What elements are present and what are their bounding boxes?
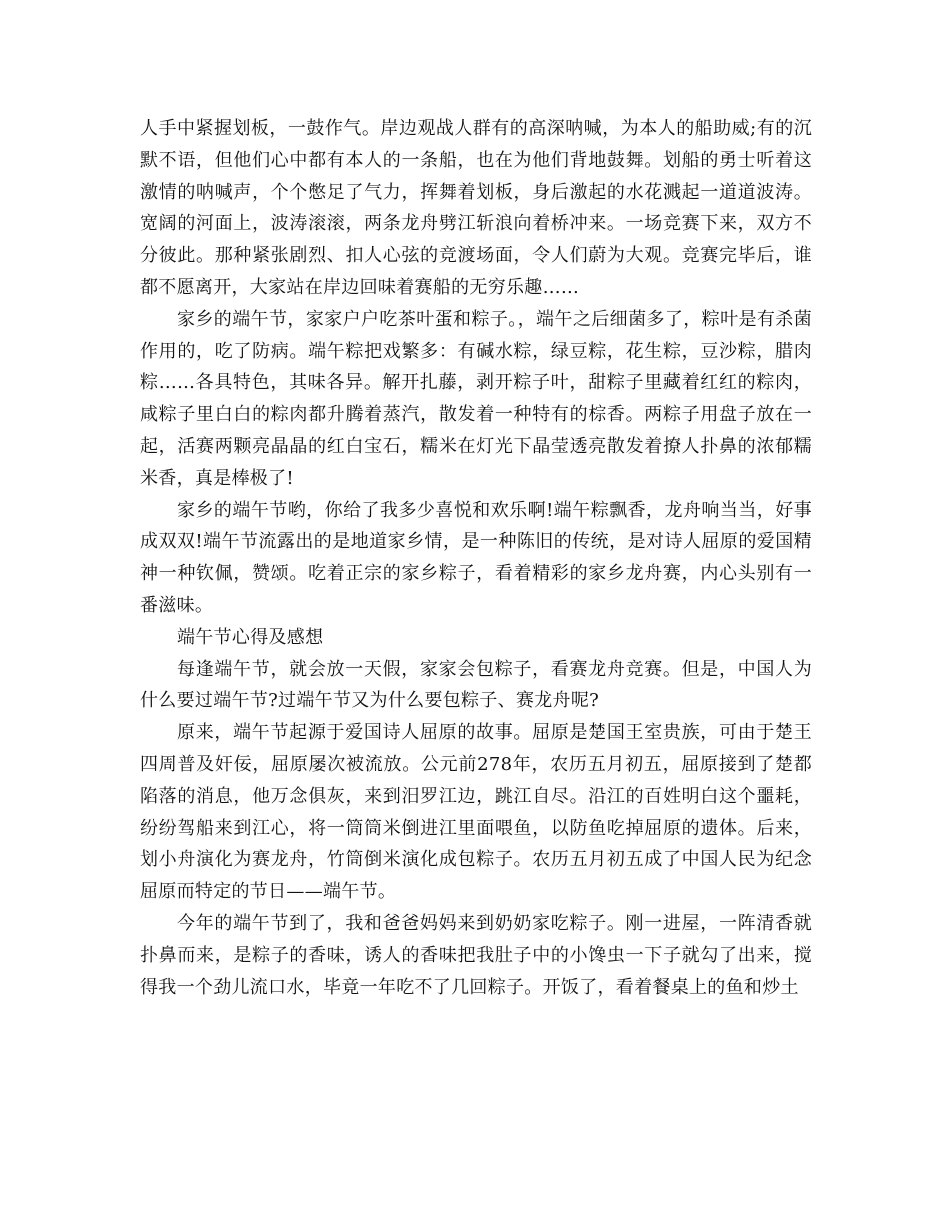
paragraph-hometown: 家乡的端午节哟，你给了我多少喜悦和欢乐啊!端午粽飘香，龙舟响当当，好事成双双!端午节流露出的是地道家乡情，是一种陈旧的传统，是对诗人屈原的爱国精神一种钦佩，赞颂。吃着正宗的家乡粽子，看着精彩的家乡龙舟赛，内心头别有一番滋味。 <box>140 499 812 616</box>
paragraph-zongzi: 家乡的端午节，家家户户吃茶叶蛋和粽子。，端午之后细菌多了，粽叶是有杀菌作用的，吃了防病。端午粽把戏繁多：有碱水粽，绿豆粽，花生粽，豆沙粽，腊肉粽……各具特色，其味各异。解开扎藤，剥开粽子叶，甜粽子里藏着红红的粽肉，咸粽子里白白的粽肉都升腾着蒸汽，散发着一种特有的棕香。两粽子用盘子放在一起，活赛两颗亮晶晶的红白宝石，糯米在灯光下晶莹透亮散发着撩人扑鼻的浓郁糯米香，真是棒极了! <box>140 308 812 489</box>
paragraph-continued: 人手中紧握划板，一鼓作气。岸边观战人群有的高深呐喊，为本人的船助威;有的沉默不语，但他们心中都有本人的一条船，也在为他们背地鼓舞。划船的勇士听着这激情的呐喊声，个个憋足了气力，挥舞着划板，身后激起的水花溅起一道道波涛。宽阔的河面上，波涛滚滚，两条龙舟劈江斩浪向着桥冲来。一场竞赛下来，双方不分彼此。那种紧张剧烈、扣人心弦的竞渡场面，令人们蔚为大观。竞赛完毕后，谁都不愿离开，大家站在岸边回味着赛船的无穷乐趣…… <box>140 118 812 298</box>
section-heading: 端午节心得及感想 <box>177 626 324 648</box>
paragraph-question: 每逢端午节，就会放一天假，家家会包粽子，看赛龙舟竞赛。但是，中国人为什么要过端午节?过端午节又为什么要包粽子、赛龙舟呢? <box>140 658 812 712</box>
document-page <box>140 113 812 1003</box>
paragraph-origin: 原来，端午节起源于爱国诗人屈原的故事。屈原是楚国王室贵族，可由于楚王四周普及奸佞，屈原屡次被流放。公元前278年，农历五月初五，屈原接到了楚都陷落的消息，他万念俱灰，来到汨罗江边，跳江自尽。沿江的百姓明白这个噩耗，纷纷驾船来到江心，将一筒筒米倒进江里面喂鱼，以防鱼吃掉屈原的遗体。后来，划小舟演化为赛龙舟，竹筒倒米演化成包粽子。农历五月初五成了中国人民为纪念屈原而特定的节日——端午节。 <box>140 722 812 903</box>
paragraph-grandma: 今年的端午节到了，我和爸爸妈妈来到奶奶家吃粽子。刚一进屋，一阵清香就扑鼻而来，是粽子的香味，诱人的香味把我肚子中的小馋虫一下子就勾了出来，搅得我一个劲儿流口水，毕竟一年吃不了几回粽子。开饭了，看着餐桌上的鱼和炒土 <box>140 912 812 998</box>
